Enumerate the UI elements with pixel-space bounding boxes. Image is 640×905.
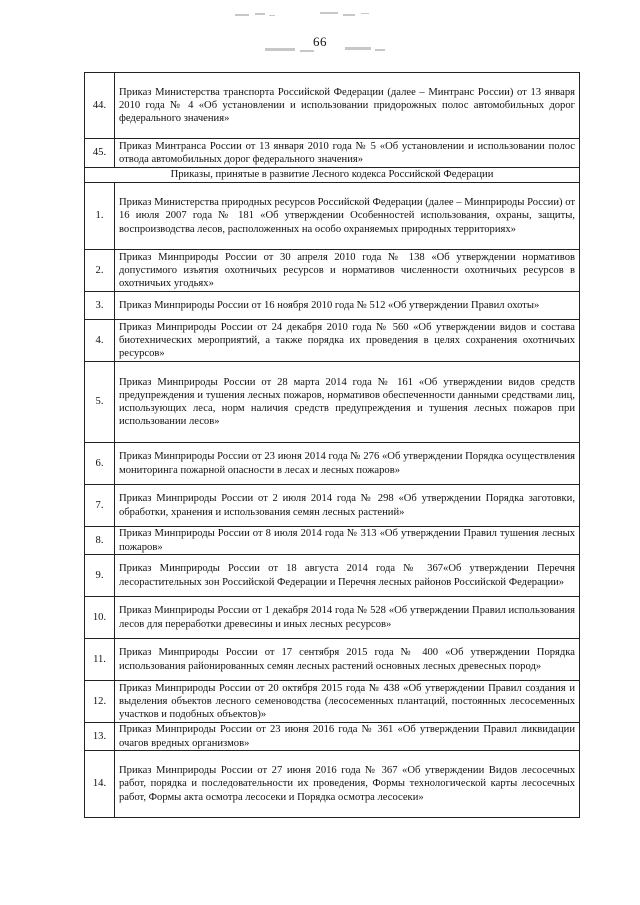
- row-text: Приказ Минтранса России от 13 января 2010 года № 5 «Об установлении и использовании полос отвода автомобильных дорог федерального значения»: [115, 139, 580, 168]
- row-text: Приказ Минприроды России от 2 июля 2014 года № 298 «Об утверждении Порядка заготовки, обработки, хранения и использования семян лесных растений»: [115, 485, 580, 527]
- row-text: Приказ Минприроды России от 28 марта 2014 года № 161 «Об утверждении видов средств предупреждения и тушения лесных пожаров, нормативов обеспеченности данными средствами лиц, использующих леса, норм наличия средств предупреждения и тушения лесных пожаров при использовании лесов»: [115, 362, 580, 443]
- orders-table: [84, 72, 580, 818]
- table-row: [85, 73, 580, 139]
- row-text: Приказ Минприроды России от 1 декабря 2014 года № 528 «Об утверждении Правил использования лесов для переработки древесины и иных лесных ресурсов»: [115, 597, 580, 639]
- row-number: 6.: [85, 443, 115, 485]
- row-number: 13.: [85, 723, 115, 751]
- table-row: [85, 639, 580, 681]
- table-row: [85, 723, 580, 751]
- row-text: Приказ Минприроды России от 24 декабря 2010 года № 560 «Об утверждении видов и состава биотехнических мероприятий, а также порядка их проведения в целях сохранения охотничьих ресурсов»: [115, 320, 580, 362]
- table-row: [85, 527, 580, 555]
- table-row: [85, 555, 580, 597]
- row-number: 14.: [85, 751, 115, 818]
- row-number: 2.: [85, 250, 115, 292]
- row-number: 7.: [85, 485, 115, 527]
- row-number: 5.: [85, 362, 115, 443]
- table-row: [85, 292, 580, 320]
- table-row: [85, 139, 580, 168]
- row-text: Приказ Минприроды России от 17 сентября 2015 года № 400 «Об утверждении Порядка использования районированных семян лесных растений основных лесных древесных пород»: [115, 639, 580, 681]
- row-text: Приказ Министерства природных ресурсов Российской Федерации (далее – Минприроды России) от 16 июля 2007 года № 181 «Об утверждении Особенностей использования, охраны, защиты, воспроизводства лесов, расположенных на особо охраняемых природных территориях»: [115, 183, 580, 250]
- row-number: 12.: [85, 681, 115, 723]
- row-text: Приказ Минприроды России от 27 июня 2016 года № 367 «Об утверждении Видов лесосечных работ, порядка и последовательности их проведения, Формы технологической карты лесосечных работ, Формы акта осмотра лесосеки и Порядка осмотра лесосеки»: [115, 751, 580, 818]
- row-number: 44.: [85, 73, 115, 139]
- table-row: [85, 320, 580, 362]
- row-number: 45.: [85, 139, 115, 168]
- table-row: [85, 443, 580, 485]
- row-text: Приказ Минприроды России от 8 июля 2014 года № 313 «Об утверждении Правил тушения лесных пожаров»: [115, 527, 580, 555]
- section-header-row: [85, 168, 580, 183]
- table-row: [85, 597, 580, 639]
- page-number: 66: [313, 34, 327, 49]
- table-row: [85, 362, 580, 443]
- row-number: 3.: [85, 292, 115, 320]
- section-title: Приказы, принятые в развитие Лесного кодекса Российской Федерации: [85, 168, 580, 183]
- row-text: Приказ Минприроды России от 30 апреля 2010 года № 138 «Об утверждении нормативов допустимого изъятия охотничьих ресурсов и нормативов численности охотничьих ресурсов в охотничьих угодьях»: [115, 250, 580, 292]
- table-row: [85, 183, 580, 250]
- table-row: [85, 250, 580, 292]
- table-row: [85, 751, 580, 818]
- row-text: Приказ Минприроды России от 18 августа 2014 года № 367«Об утверждении Перечня лесорастительных зон Российской Федерации и Перечня лесных районов Российской Федерации»: [115, 555, 580, 597]
- table-row: [85, 485, 580, 527]
- row-text: Приказ Минприроды России от 23 июня 2016 года № 361 «Об утверждении Правил ликвидации очагов вредных организмов»: [115, 723, 580, 751]
- row-number: 8.: [85, 527, 115, 555]
- row-number: 9.: [85, 555, 115, 597]
- row-number: 10.: [85, 597, 115, 639]
- row-text: Приказ Минприроды России от 16 ноября 2010 года № 512 «Об утверждении Правил охоты»: [115, 292, 580, 320]
- row-text: Приказ Минприроды России от 23 июня 2014 года № 276 «Об утверждении Порядка осуществления мониторинга пожарной опасности в лесах и лесных пожаров»: [115, 443, 580, 485]
- table-row: [85, 681, 580, 723]
- row-number: 4.: [85, 320, 115, 362]
- row-number: 11.: [85, 639, 115, 681]
- row-text: Приказ Министерства транспорта Российской Федерации (далее – Минтранс России) от 13 января 2010 года № 4 «Об установлении и использовании придорожных полос автомобильных дорог федерального значения»: [115, 73, 580, 139]
- row-text: Приказ Минприроды России от 20 октября 2015 года № 438 «Об утверждении Правил создания и выделения объектов лесного семеноводства (лесосеменных плантаций, постоянных лесосеменных участков и подобных объектов)»: [115, 681, 580, 723]
- row-number: 1.: [85, 183, 115, 250]
